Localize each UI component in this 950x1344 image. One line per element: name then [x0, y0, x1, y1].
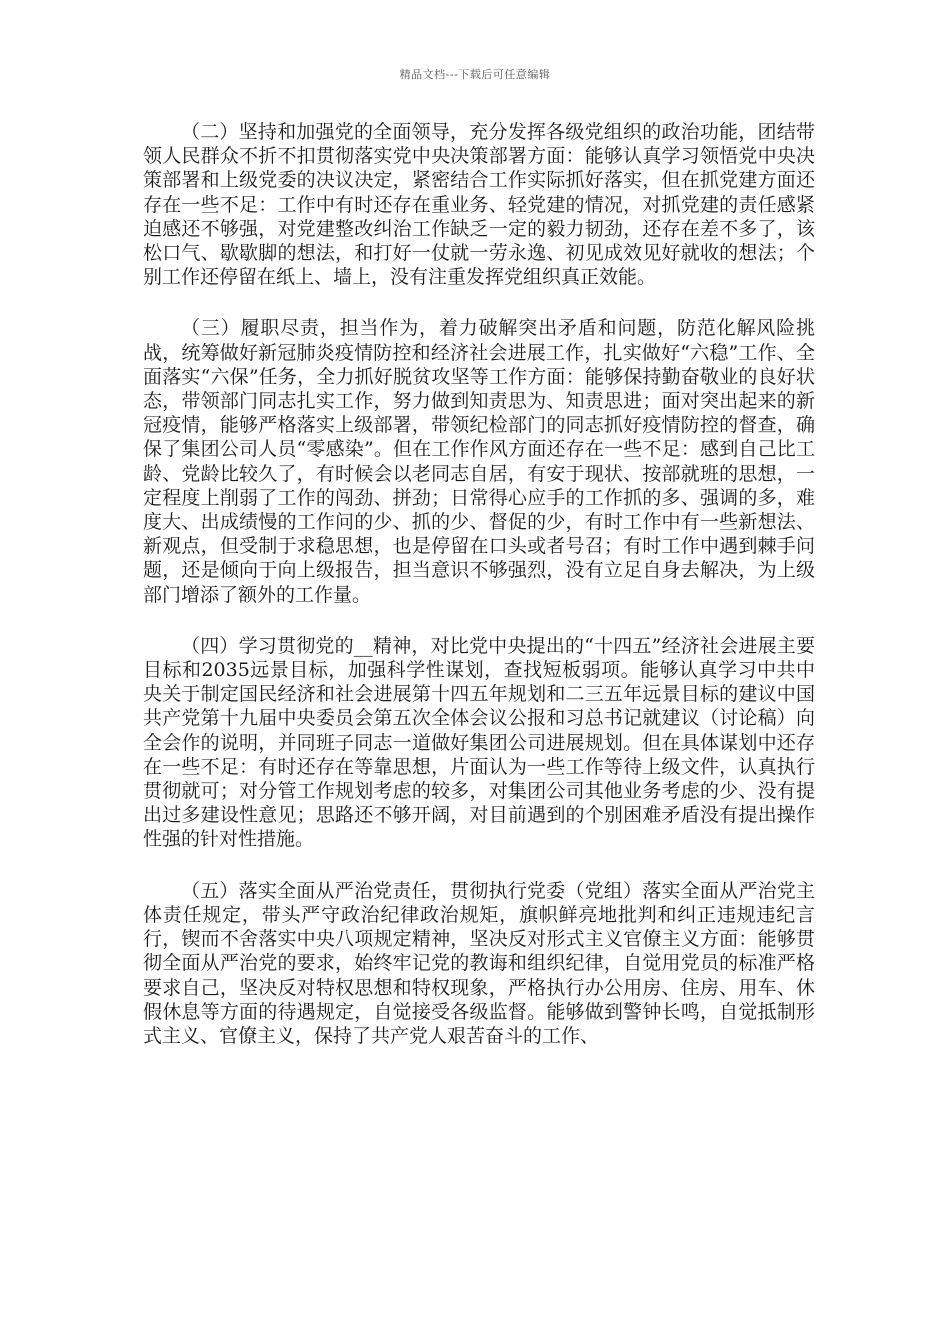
paragraph-5: （五）落实全面从严治党责任，贯彻执行党委（党组）落实全面从严治党主体责任规定，带头严守政治纪律政治规矩，旗帜鲜亮地批判和纠正违规违纪言行，锲而不舍落实中央八项规定精神，坚决反对形式主义官僚主义方面：能够贯彻全面从严治党的要求，始终牢记党的教诲和组织纪律，自觉用党员的标准严格要求自己，坚决反对特权思想和特权现象，严格执行办公用房、住房、用车、休假休息等方面的待遇规定，自觉接受各级监督。能够做到警钟长鸣，自觉抵制形式主义、官僚主义，保持了共产党人艰苦奋斗的工作、 — [143, 879, 815, 1047]
paragraph-4: （四）学习贯彻党的__精神，对比党中央提出的“十四五”经济社会进展主要目标和2035远景目标，加强科学性谋划，查找短板弱项。能够认真学习中共中央关于制定国民经济和社会进展第十四五年规划和二三五年远景目标的建议中国共产党第十九届中央委员会第五次全体会议公报和习总书记就建议（讨论稿）向全会作的说明，并同班子同志一道做好集团公司进展规划。但在具体谋划中还存在一些不足：有时还存在等靠思想，片面认为一些工作等待上级文件，认真执行贯彻就可；对分管工作规划考虑的较多，对集团公司其他业务考虑的少、没有提出过多建设性意见；思路还不够开阔，对目前遇到的个别困难矛盾没有提出操作性强的针对性措施。 — [143, 634, 815, 851]
document-body — [143, 120, 815, 1075]
paragraph-3: （三）履职尽责，担当作为，着力破解突出矛盾和问题，防范化解风险挑战，统筹做好新冠肺炎疫情防控和经济社会进展工作，扎实做好“六稳”工作、全面落实“六保”任务，全力抓好脱贫攻坚等工作方面：能够保持勤奋敬业的良好状态，带领部门同志扎实工作，努力做到知责思为、知责思进；面对突出起来的新冠疫情，能够严格落实上级部署，带领纪检部门的同志抓好疫情防控的督查，确保了集团公司人员“零感染”。但在工作作风方面还存在一些不足：感到自己比工龄、党龄比较久了，有时候会以老同志自居，有安于现状、按部就班的思想，一定程度上削弱了工作的闯劲、拼劲；日常得心应手的工作抓的多、强调的多，难度大、出成绩慢的工作问的少、抓的少、督促的少，有时工作中有一些新想法、新观点，但受制于求稳思想，也是停留在口头或者号召；有时工作中遇到棘手问题，还是倾向于向上级报告，担当意识不够强烈，没有立足自身去解决，为上级部门增添了额外的工作量。 — [143, 317, 815, 606]
page-header: 精品文档---下载后可任意编辑 — [399, 68, 551, 81]
paragraph-2: （二）坚持和加强党的全面领导，充分发挥各级党组织的政治功能，团结带领人民群众不折不扣贯彻落实党中央决策部署方面：能够认真学习领悟党中央决策部署和上级党委的决议决定，紧密结合工作实际抓好落实，但在抓党建方面还存在一些不足：工作中有时还存在重业务、轻党建的情况，对抓党建的责任感紧迫感还不够强，对党建整改纠治工作缺乏一定的毅力韧劲，还存在差不多了，该松口气、歇歇脚的想法，和打好一仗就一劳永逸、初见成效见好就收的想法；个别工作还停留在纸上、墙上，没有注重发挥党组织真正效能。 — [143, 121, 815, 289]
